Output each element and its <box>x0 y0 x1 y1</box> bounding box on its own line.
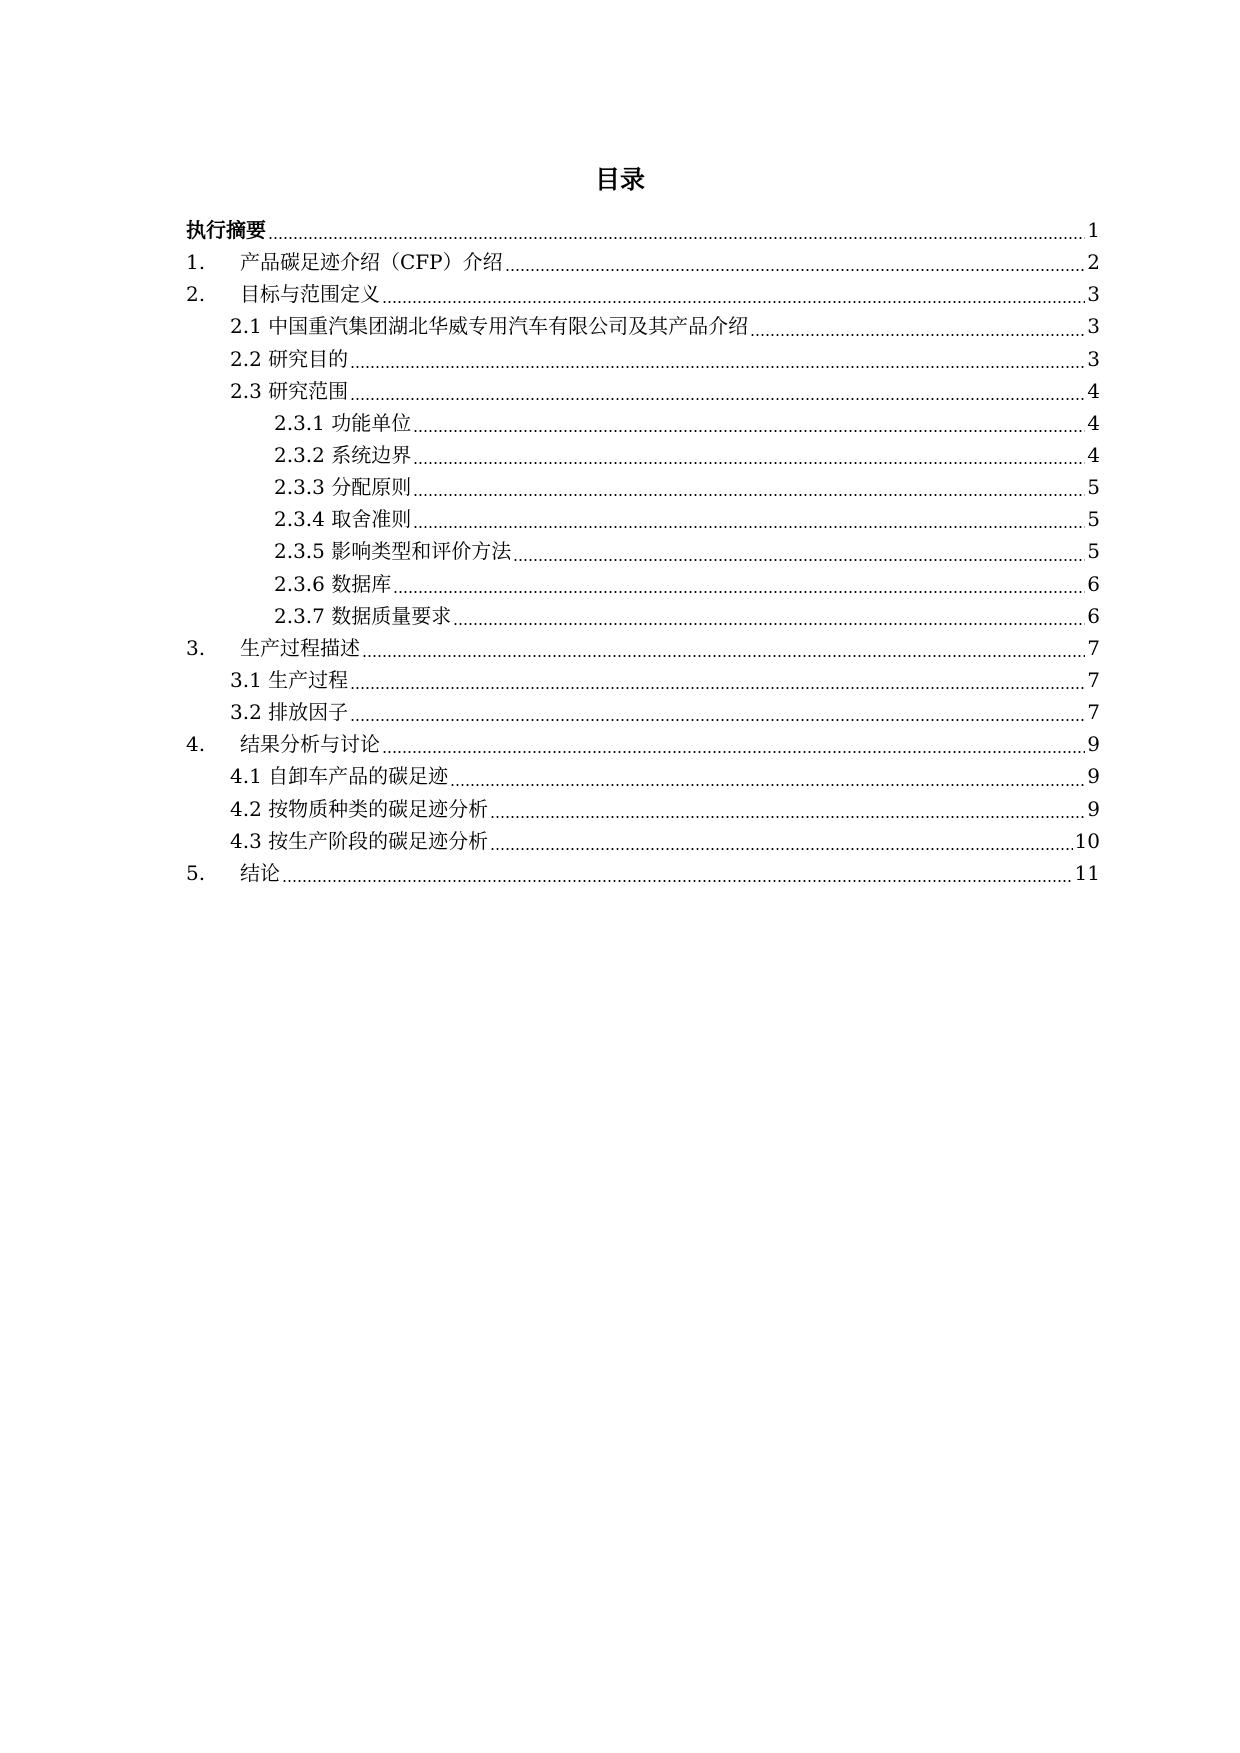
dot-leader <box>453 623 1085 625</box>
toc-entry-label: 2.3.1 功能单位 <box>274 410 412 435</box>
toc-entry[interactable] <box>0 439 1240 471</box>
toc-entry-page-number: 2 <box>1087 250 1100 275</box>
toc-entry[interactable] <box>0 696 1240 728</box>
toc-entry[interactable] <box>0 214 1240 246</box>
dot-leader <box>490 816 1085 818</box>
dot-leader <box>350 398 1085 400</box>
toc-entry-label: 2.3.6 数据库 <box>274 571 392 596</box>
toc-entry-label: 2.1 中国重汽集团湖北华威专用汽车有限公司及其产品介绍 <box>230 314 749 339</box>
toc-entry[interactable] <box>0 407 1240 439</box>
toc-entry[interactable] <box>0 857 1240 889</box>
toc-entry-label: 产品碳足迹介绍（CFP）介绍 <box>240 250 503 275</box>
toc-entry-page-number: 3 <box>1087 314 1100 339</box>
toc-entry-label: 目标与范围定义 <box>240 282 380 307</box>
toc-entry[interactable] <box>0 664 1240 696</box>
toc-entry-label: 3.1 生产过程 <box>230 668 349 693</box>
dot-leader <box>362 655 1085 657</box>
toc-entry[interactable] <box>0 375 1240 407</box>
toc-entry[interactable] <box>0 246 1240 278</box>
toc-entry[interactable] <box>0 310 1240 342</box>
toc-entry[interactable] <box>0 568 1240 600</box>
toc-entry-page-number: 4 <box>1087 410 1100 435</box>
toc-entry-page-number: 4 <box>1087 443 1100 468</box>
toc-entry-label: 生产过程描述 <box>240 635 360 660</box>
toc-entry[interactable] <box>0 471 1240 503</box>
toc-entry-page-number: 6 <box>1087 603 1100 628</box>
toc-entry-label: 3.2 排放因子 <box>230 700 349 725</box>
toc-entry-page-number: 5 <box>1087 475 1100 500</box>
toc-entry-label: 2.3 研究范围 <box>230 378 349 403</box>
toc-entry-label: 结论 <box>240 860 280 885</box>
toc-entry[interactable] <box>0 343 1240 375</box>
toc-entry-label: 4.2 按物质种类的碳足迹分析 <box>230 796 489 821</box>
toc-entry-label: 2.3.5 影响类型和评价方法 <box>274 539 512 564</box>
toc-entry[interactable] <box>0 728 1240 760</box>
toc-entry-page-number: 7 <box>1087 668 1100 693</box>
dot-leader <box>413 430 1085 432</box>
toc-entry-page-number: 5 <box>1087 539 1100 564</box>
toc-entry-page-number: 4 <box>1087 378 1100 403</box>
dot-leader <box>382 751 1085 753</box>
toc-entry-page-number: 9 <box>1087 796 1100 821</box>
dot-leader <box>282 880 1073 882</box>
dot-leader <box>490 848 1072 850</box>
dot-leader <box>750 334 1085 336</box>
toc-entry[interactable] <box>0 600 1240 632</box>
toc-entry-page-number: 3 <box>1087 346 1100 371</box>
toc-entry[interactable] <box>0 825 1240 857</box>
dot-leader <box>413 462 1085 464</box>
toc-entry-page-number: 7 <box>1087 635 1100 660</box>
dot-leader <box>413 494 1085 496</box>
toc-entry-label: 2.2 研究目的 <box>230 346 349 371</box>
dot-leader <box>350 687 1085 689</box>
toc-entry-number: 2. <box>186 282 206 307</box>
toc-entry-label: 4.1 自卸车产品的碳足迹 <box>230 764 449 789</box>
table-of-contents <box>0 214 1240 889</box>
toc-entry[interactable] <box>0 793 1240 825</box>
toc-entry-label: 4.3 按生产阶段的碳足迹分析 <box>230 828 489 853</box>
toc-entry-number: 5. <box>186 860 206 885</box>
toc-entry-page-number: 3 <box>1087 282 1100 307</box>
toc-entry-label: 2.3.7 数据质量要求 <box>274 603 452 628</box>
toc-entry-label: 2.3.4 取舍准则 <box>274 507 412 532</box>
dot-leader <box>350 366 1085 368</box>
dot-leader <box>413 526 1085 528</box>
toc-entry-number: 4. <box>186 732 206 757</box>
toc-entry[interactable] <box>0 632 1240 664</box>
toc-entry[interactable] <box>0 535 1240 567</box>
dot-leader <box>393 591 1085 593</box>
dot-leader <box>450 784 1085 786</box>
toc-entry[interactable] <box>0 503 1240 535</box>
toc-entry-label: 2.3.2 系统边界 <box>274 443 412 468</box>
toc-entry-page-number: 9 <box>1087 764 1100 789</box>
dot-leader <box>382 301 1085 303</box>
toc-entry[interactable] <box>0 760 1240 792</box>
toc-entry-page-number: 1 <box>1087 218 1100 243</box>
toc-entry-number: 3. <box>186 635 206 660</box>
toc-entry-label: 执行摘要 <box>186 218 266 243</box>
toc-entry-number: 1. <box>186 250 206 275</box>
toc-entry-page-number: 11 <box>1074 860 1100 885</box>
toc-entry-page-number: 6 <box>1087 571 1100 596</box>
toc-entry-label: 结果分析与讨论 <box>240 732 380 757</box>
toc-entry-page-number: 5 <box>1087 507 1100 532</box>
toc-entry-label: 2.3.3 分配原则 <box>274 475 412 500</box>
dot-leader <box>505 269 1086 271</box>
toc-entry-page-number: 9 <box>1087 732 1100 757</box>
dot-leader <box>513 559 1085 561</box>
toc-title: 目录 <box>594 165 645 194</box>
toc-entry[interactable] <box>0 278 1240 310</box>
toc-entry-page-number: 10 <box>1074 828 1100 853</box>
dot-leader <box>350 719 1085 721</box>
dot-leader <box>268 237 1085 239</box>
toc-entry-page-number: 7 <box>1087 700 1100 725</box>
